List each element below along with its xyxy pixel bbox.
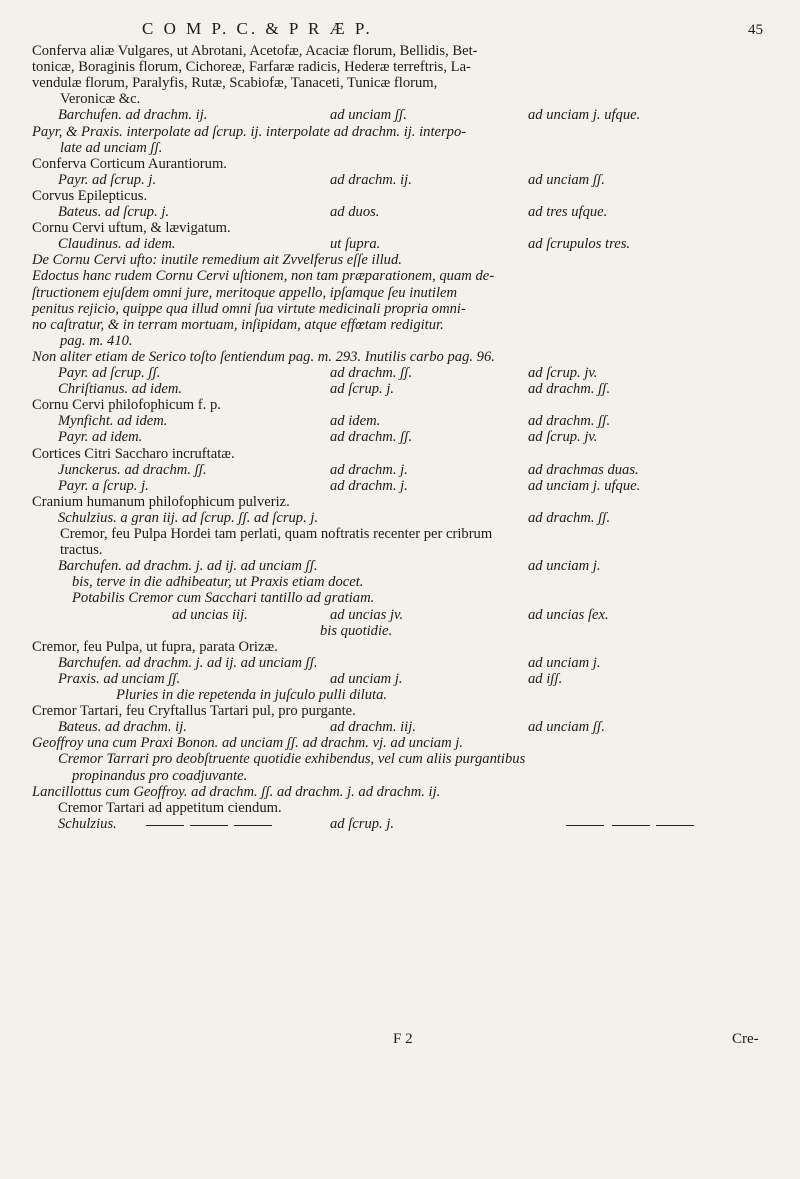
catchword: Cre- [732, 1031, 759, 1047]
ditto-rule [612, 825, 650, 826]
text-line: De Cornu Cervi ufto: inutile remedium ait Zvvelferus eſſe illud. [32, 252, 402, 268]
page-number: 45 [748, 22, 763, 38]
ditto-rule [656, 825, 694, 826]
dosage-cell: ad ſcrup. j. [330, 816, 395, 832]
text-line: bis, terve in die adhibeatur, ut Praxis etiam docet. [72, 574, 364, 590]
text-line: Potabilis Cremor cum Sacchari tantillo ad gratiam. [72, 590, 375, 606]
text-line: Cranium humanum philofophicum pulveriz. [32, 494, 290, 510]
dosage-cell: ad ſcrupulos tres. [528, 236, 631, 252]
dosage-cell: Claudinus. ad idem. [58, 236, 176, 252]
text-line: Non aliter etiam de Serico toſto ſentiendum pag. m. 293. Inutilis carbo pag. 96. [32, 349, 495, 365]
text-line: tractus. [60, 542, 103, 558]
text-line: bis quotidie. [320, 623, 393, 639]
text-line: Cremor, feu Pulpa Hordei tam perlati, quam noftratis recenter per cribrum [60, 526, 493, 542]
text-line: Corvus Epilepticus. [32, 188, 148, 204]
dosage-cell: ad unciam j. [528, 558, 601, 574]
text-line: Cremor Tartari, feu Cryftallus Tartari pul, pro purgante. [32, 703, 356, 719]
dosage-cell: ad uncias jv. [330, 607, 404, 623]
dosage-cell: ad unciam j. ufque. [528, 107, 641, 123]
dosage-cell: ad unciam ʃʃ. [330, 107, 407, 123]
dosage-cell: ad ſcrup. j. [330, 381, 395, 397]
ditto-rule [146, 825, 184, 826]
dosage-cell: ad uncias ſex. [528, 607, 609, 623]
text-line: no caſtratur, & in terram mortuam, inſipidam, atque effœtam redigitur. [32, 317, 444, 333]
dosage-cell: ad idem. [330, 413, 381, 429]
dosage-cell: ad iʃʃ. [528, 671, 563, 687]
dosage-cell: ad unciam j. [528, 655, 601, 671]
dosage-cell: Praxis. ad unciam ʃʃ. [58, 671, 181, 687]
dosage-cell: ad drachm. ʃʃ. [528, 510, 611, 526]
signature-mark: F 2 [393, 1031, 413, 1047]
dosage-cell: ad drachm. ʃʃ. [528, 381, 611, 397]
text-line: Cremor Tartari ad appetitum ciendum. [58, 800, 282, 816]
dosage-cell: ad unciam j. [330, 671, 403, 687]
text-line: vendulæ florum, Paralyfis, Rutæ, Scabiofæ, Tanaceti, Tunicæ florum, [32, 75, 438, 91]
running-title: C O M P. C. & P R Æ P. [142, 19, 373, 38]
dosage-cell: ad unciam ʃʃ. [528, 172, 605, 188]
text-line: Pluries in die repetenda in juſculo pulli diluta. [116, 687, 388, 703]
dosage-cell: Bateus. ad drachm. ij. [58, 719, 187, 735]
dosage-cell: Junckerus. ad drachm. ʃʃ. [58, 462, 207, 478]
dosage-cell: ad unciam j. ufque. [528, 478, 641, 494]
text-line: penitus rejicio, quippe qua illud omni ſua virtute medicinali propria omni- [32, 301, 466, 317]
dosage-cell: Chriſtianus. ad idem. [58, 381, 183, 397]
ditto-rule [190, 825, 228, 826]
text-line: propinandus pro coadjuvante. [72, 768, 248, 784]
dosage-cell: ad tres ufque. [528, 204, 608, 220]
dosage-cell: Schulzius. a gran iij. ad ſcrup. ʃʃ. ad ſcrup. j. [58, 510, 319, 526]
text-line: Veronicæ &c. [60, 91, 141, 107]
text-line: Cornu Cervi philofophicum f. p. [32, 397, 221, 413]
dosage-cell: ut ſupra. [330, 236, 381, 252]
dosage-cell: ad drachm. j. [330, 478, 408, 494]
text-line: Edoctus hanc rudem Cornu Cervi uſtionem, non tam præparationem, quam de- [32, 268, 495, 284]
dosage-cell: Barchufen. ad drachm. j. ad ij. ad unciam ʃʃ. [58, 558, 318, 574]
dosage-cell: ad unciam ʃʃ. [528, 719, 605, 735]
dosage-cell: ad ſcrup. jv. [528, 365, 598, 381]
dosage-cell: Payr. ad idem. [58, 429, 143, 445]
text-line: tonicæ, Boraginis florum, Cichoreæ, Farfaræ radicis, Hederæ terreftris, La- [32, 59, 471, 75]
dosage-cell: ad drachm. j. [330, 462, 408, 478]
dosage-cell: Payr. ad ſcrup. ʃʃ. [58, 365, 161, 381]
text-line: Payr, & Praxis. interpolate ad ſcrup. ij. interpolate ad drachm. ij. interpo- [32, 124, 467, 140]
dosage-cell: Payr. ad ſcrup. j. [58, 172, 157, 188]
ditto-rule [234, 825, 272, 826]
dosage-cell: ad drachm. ʃʃ. [330, 429, 413, 445]
text-line: Conferva Corticum Aurantiorum. [32, 156, 227, 172]
text-line: late ad unciam ʃʃ. [60, 140, 163, 156]
dosage-cell: ad drachm. ʃʃ. [528, 413, 611, 429]
dosage-cell: Payr. a ſcrup. j. [58, 478, 149, 494]
dosage-cell: ad drachm. iij. [330, 719, 416, 735]
text-line: Cremor, feu Pulpa, ut fupra, parata Orizæ. [32, 639, 278, 655]
text-line: Lancillottus cum Geoffroy. ad drachm. ʃʃ. ad drachm. j. ad drachm. ij. [32, 784, 441, 800]
text-line: pag. m. 410. [60, 333, 133, 349]
text-line: Cornu Cervi uftum, & lævigatum. [32, 220, 231, 236]
text-line: ſtructionem ejuſdem omni jure, meritoque appello, ipſamque ſeu inutilem [32, 285, 458, 301]
dosage-cell: Schulzius. [58, 816, 117, 832]
text-line: Conferva aliæ Vulgares, ut Abrotani, Acetofæ, Acaciæ florum, Bellidis, Bet- [32, 43, 478, 59]
dosage-cell: Barchufen. ad drachm. ij. [58, 107, 208, 123]
text-line: Cremor Tarrari pro deobſtruente quotidie exhibendus, vel cum aliis purgantibus [58, 751, 526, 767]
dosage-cell: Bateus. ad ſcrup. j. [58, 204, 170, 220]
dosage-cell: ad ſcrup. jv. [528, 429, 598, 445]
dosage-cell: Mynficht. ad idem. [58, 413, 168, 429]
text-line: Cortices Citri Saccharo incruftatæ. [32, 446, 235, 462]
dosage-cell: ad duos. [330, 204, 380, 220]
text-line: Geoffroy una cum Praxi Bonon. ad unciam ʃʃ. ad drachm. vj. ad unciam j. [32, 735, 463, 751]
dosage-cell: ad drachm. ij. [330, 172, 412, 188]
dosage-cell: ad drachmas duas. [528, 462, 639, 478]
dosage-cell: ad uncias iij. [172, 607, 248, 623]
dosage-cell: ad drachm. ʃʃ. [330, 365, 413, 381]
dosage-cell: Barchufen. ad drachm. j. ad ij. ad unciam ʃʃ. [58, 655, 318, 671]
ditto-rule [566, 825, 604, 826]
